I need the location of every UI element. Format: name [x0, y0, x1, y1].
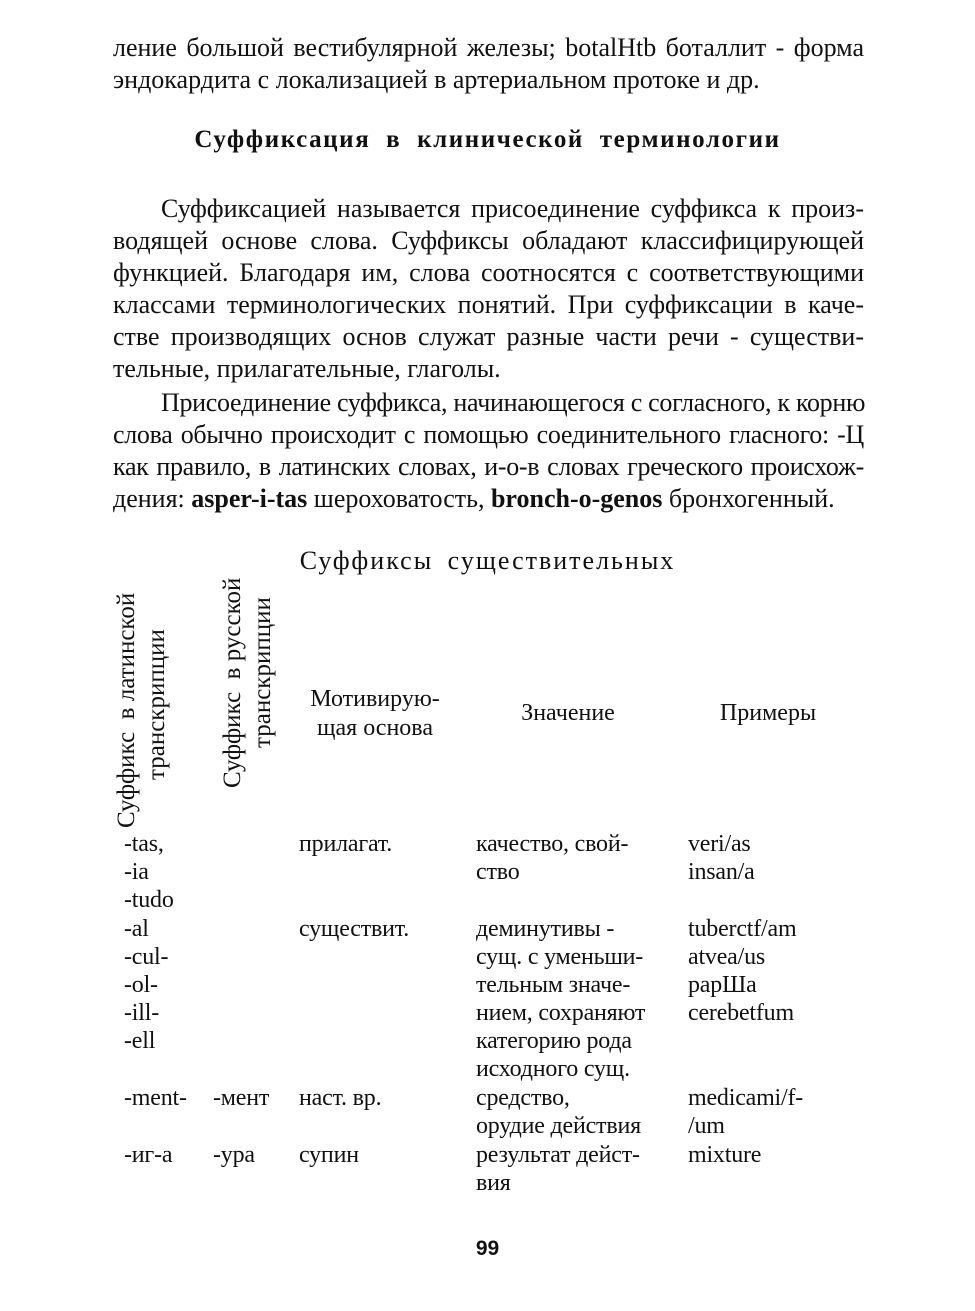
- text-fragment: шероховатость,: [307, 484, 491, 513]
- cell-line: орудие действия: [476, 1113, 641, 1139]
- table-row-2-motivating: существит.: [299, 916, 410, 942]
- section-heading: Суффиксация в клинической терминологии: [194, 126, 781, 153]
- cell-line: -ia: [124, 859, 149, 885]
- paragraph2-line-3: как правило, в латинских словах, и-о-в словах греческого происхож-: [113, 452, 864, 481]
- cell-line: atvea/us: [688, 944, 766, 970]
- cell-line: исходного сущ.: [476, 1056, 630, 1082]
- cell-line: качество, свой-: [476, 831, 629, 857]
- header-motivating-base: [295, 685, 455, 743]
- table-title: Суффиксы существительных: [299, 546, 676, 575]
- cell-line: -ell: [124, 1028, 156, 1054]
- table-row-3-motivating: наст. вр.: [299, 1085, 382, 1111]
- cell-line: medicami/f-: [688, 1085, 804, 1111]
- paragraph2-line-2: слова обычно происходит с помощью соединительного гласного: -Ц: [113, 420, 864, 449]
- paragraph1-line-1: Суффиксацией называется присоединение суффикса к произ-: [161, 194, 864, 223]
- cell-line: категорию рода: [476, 1028, 632, 1054]
- header-examples: Примеры: [719, 700, 817, 726]
- cell-line: результат дейст-: [476, 1142, 640, 1168]
- cell-line: ство: [476, 859, 520, 885]
- table-row-1-meaning: [476, 830, 628, 886]
- header-latin-line-1: Суффикс в латинской: [113, 592, 140, 828]
- text-fragment: бронхогенный.: [662, 484, 835, 513]
- cell-line: тельным значе-: [476, 972, 631, 998]
- example-term-bronchogenos: bronch-o-genos: [490, 484, 663, 513]
- header-russian-line-2: транскрипции: [249, 597, 276, 748]
- table-row-3-russian: -мент: [213, 1085, 270, 1111]
- header-latin-suffix: [112, 593, 172, 828]
- header-russian-suffix: [218, 578, 278, 788]
- table-row-2-meaning: [476, 915, 645, 1083]
- paragraph1-line-5: стве производящих основ служат разные части речи - существи-: [113, 322, 864, 351]
- text-fragment: дения:: [113, 484, 192, 513]
- table-row-1-examples: [688, 830, 755, 886]
- paragraph1-line-4: классами терминологических понятий. При суффиксации в каче-: [113, 290, 864, 319]
- cell-line: /um: [688, 1113, 725, 1139]
- cell-line: средство,: [476, 1085, 570, 1111]
- cell-line: tuberctf/am: [688, 916, 797, 942]
- table-row-1-motivating: прилагат.: [299, 831, 393, 857]
- header-motivating-line-1: Мотивирую-: [310, 686, 440, 712]
- table-row-3-latin: -ment-: [124, 1085, 187, 1111]
- intro-line-1: ление большой вестибулярной железы; botalHtb боталлит - форма: [113, 33, 864, 62]
- header-latin-line-2: транскрипции: [143, 629, 170, 780]
- paragraph1-line-2: водящей основе слова. Суффиксы обладают классифицирующей: [113, 226, 864, 255]
- table-row-3-examples: [688, 1084, 803, 1140]
- cell-line: veri/as: [688, 831, 751, 857]
- table-row-4-meaning: [476, 1141, 640, 1197]
- cell-line: -ill-: [124, 1000, 159, 1026]
- table-row-4-motivating: супин: [299, 1142, 359, 1168]
- table-row-1-latin: [124, 830, 174, 914]
- table-row-4-russian: -ура: [213, 1142, 255, 1168]
- paragraph2-line-4: [113, 483, 835, 515]
- table-row-4-latin: -иг-a: [124, 1142, 173, 1168]
- cell-line: cerebetfum: [688, 1000, 794, 1026]
- cell-line: рарШа: [688, 972, 757, 998]
- header-motivating-line-2: щая основа: [317, 715, 433, 741]
- cell-line: -tas,: [124, 831, 164, 857]
- table-row-2-latin: [124, 915, 168, 1055]
- paragraph1-line-3: функцией. Благодаря им, слова соотносятся с соответствующими: [113, 258, 864, 287]
- cell-line: сущ. с уменьши-: [476, 944, 644, 970]
- cell-line: -al: [124, 916, 149, 942]
- cell-line: вия: [476, 1170, 511, 1196]
- table-row-4-examples: mixture: [688, 1142, 762, 1168]
- cell-line: -cul-: [124, 944, 169, 970]
- header-russian-line-1: Суффикс в русской: [219, 577, 246, 788]
- cell-line: нием, сохраняют: [476, 1000, 646, 1026]
- page-number: 99: [475, 1237, 500, 1260]
- cell-line: -ol-: [124, 972, 158, 998]
- cell-line: insan/a: [688, 859, 755, 885]
- example-term-asperitas: asper-i-tas: [191, 484, 308, 513]
- intro-line-2: эндокардита с локализацией в артериальном протоке и др.: [113, 65, 760, 94]
- header-meaning: Значение: [521, 700, 615, 726]
- paragraph2-line-1: Присоединение суффикса, начинающегося с согласного, к корню: [161, 388, 866, 417]
- cell-line: -tudo: [124, 887, 174, 913]
- table-row-2-examples: [688, 915, 796, 1027]
- table-row-3-meaning: [476, 1084, 641, 1140]
- paragraph1-line-6: тельные, прилагательные, глаголы.: [113, 354, 501, 383]
- cell-line: деминутивы -: [476, 916, 615, 942]
